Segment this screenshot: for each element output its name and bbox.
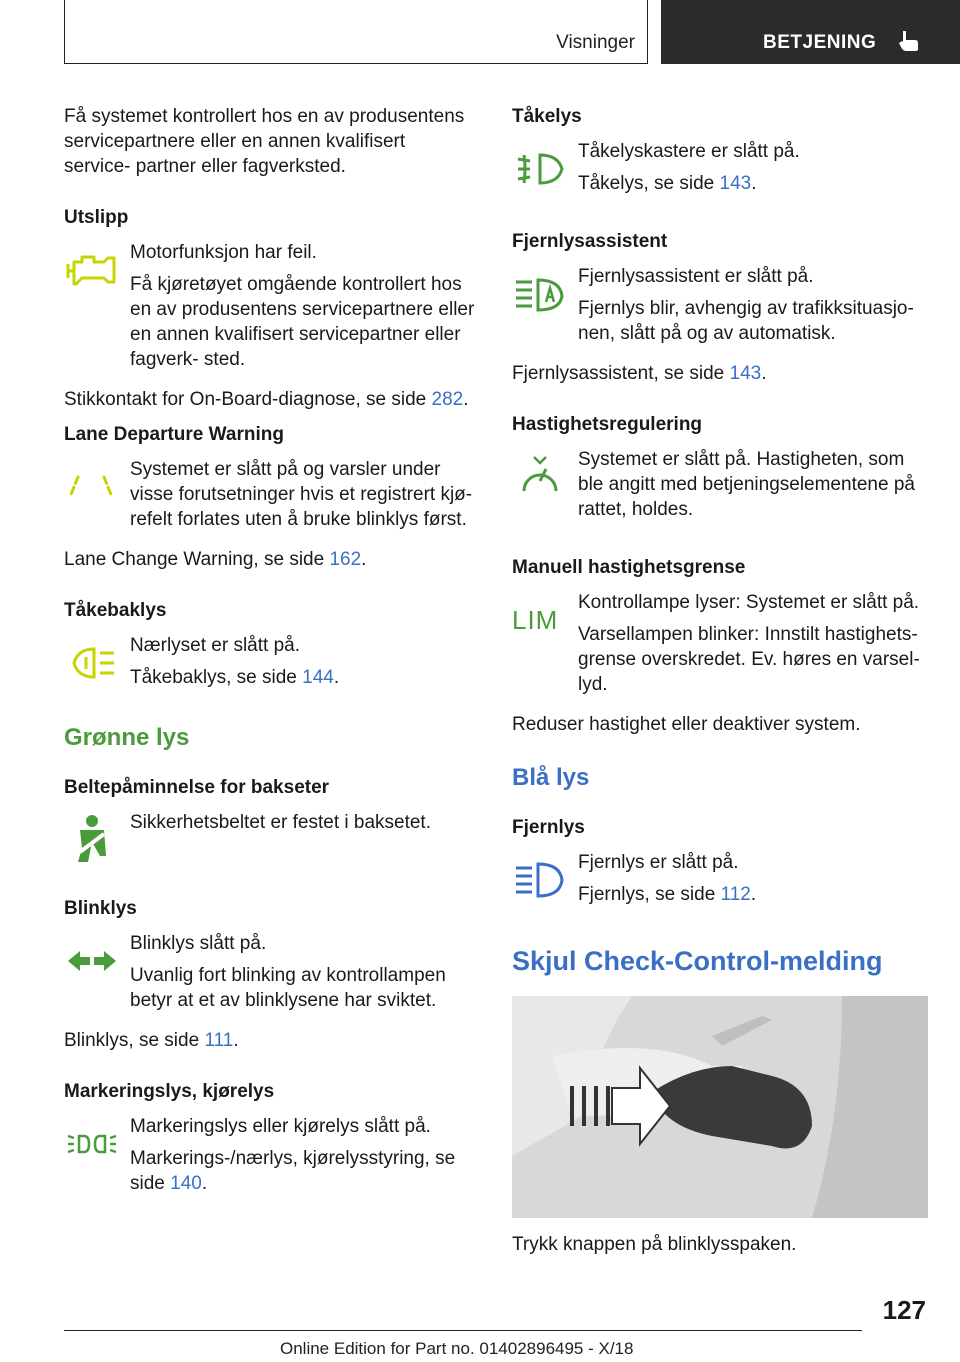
fjernassist-line2: Fjernlys blir, avhengig av trafikksituasjo- nen, slått på og av automatisk. (578, 298, 914, 344)
lim-label: LIM (512, 604, 559, 635)
takebaklys-line1: Nærlyset er slått på. (130, 635, 300, 656)
lane-note: Lane Change Warning, se side 162. (64, 549, 367, 570)
entry-hastighetsregulering (512, 447, 924, 529)
heading-lane-departure: Lane Departure Warning (64, 424, 284, 445)
header-chapter-box (661, 0, 960, 64)
section-blue-lights: Blå lys (512, 764, 590, 791)
entry-blinklys (64, 931, 476, 1020)
heading-manuell-hastighetsgrense: Manuell hastighetsgrense (512, 557, 746, 578)
page-link[interactable]: 112 (720, 884, 751, 905)
entry-beltepaminnelse (64, 810, 476, 870)
heading-markeringslys: Markeringslys, kjørelys (64, 1081, 275, 1102)
entry-utslipp (64, 240, 476, 379)
utslipp-line1: Motorfunksjon har feil. (130, 242, 317, 263)
engine-icon (64, 240, 130, 300)
intro-text: Få systemet kontrollert hos en av produsentens servicepartnere eller en annen kvalifisert service- partner eller fagverksted. (64, 106, 465, 177)
marker-line2: Markerings-/nærlys, kjørelysstyring, se side 140. (130, 1148, 456, 1194)
fjernlys-line2: Fjernlys, se side 112. (578, 884, 757, 905)
heading-hastighetsregulering: Hastighetsregulering (512, 414, 703, 435)
header-section-box (64, 0, 648, 64)
utslipp-note: Stikkontakt for On-Board-diagnose, se side 282. (64, 389, 469, 410)
seatbelt-icon (64, 810, 130, 870)
blinklys-line1: Blinklys slått på. (130, 933, 267, 954)
front-fog-icon (512, 139, 578, 199)
turn-signal-icon (64, 931, 130, 991)
page-link[interactable]: 111 (204, 1030, 234, 1051)
page-link[interactable]: 140 (170, 1173, 202, 1194)
takelys-line1: Tåkelyskastere er slått på. (578, 141, 800, 162)
manuell-note: Reduser hastighet eller deaktiver system. (512, 714, 861, 735)
turn-signal-stalk-photo (512, 996, 928, 1218)
heading-takebaklys: Tåkebaklys (64, 600, 167, 621)
heading-utslipp: Utslipp (64, 207, 129, 228)
entry-manuell-hastighetsgrense (512, 590, 924, 704)
fjernlys-line1: Fjernlys er slått på. (578, 852, 739, 873)
right-column (512, 104, 924, 1257)
marker-line1: Markeringslys eller kjørelys slått på. (130, 1116, 431, 1137)
heading-beltepaminnelse: Beltepåminnelse for bakseter (64, 777, 330, 798)
page-link[interactable]: 282 (431, 389, 464, 410)
takelys-line2: Tåkelys, se side 143. (578, 173, 757, 194)
footer-divider (64, 1330, 862, 1331)
fjernassist-note: Fjernlysassistent, se side 143. (512, 363, 767, 384)
entry-fjernlysassistent (512, 264, 924, 353)
entry-fjernlys (512, 850, 924, 914)
page-number: 127 (882, 1295, 926, 1325)
entry-takelys (512, 139, 924, 203)
lane-line1: Systemet er slått på og varsler under visse forutsetninger hvis et registrert kjø- refelt forlates uten å bruke blinklys først. (130, 459, 473, 530)
blinklys-note: Blinklys, se side 111. (64, 1030, 239, 1051)
left-column (64, 104, 476, 1211)
photo-caption: Trykk knappen på blinklysspaken. (512, 1234, 797, 1255)
parking-light-icon (64, 1114, 130, 1174)
page-link[interactable]: 143 (729, 363, 762, 384)
entry-markeringslys (64, 1114, 476, 1203)
fjernassist-line1: Fjernlysassistent er slått på. (578, 266, 814, 287)
high-beam-assist-icon (512, 264, 578, 324)
page-link[interactable]: 162 (329, 549, 362, 570)
section-green-lights: Grønne lys (64, 724, 190, 751)
lane-departure-icon (64, 457, 130, 517)
heading-fjernlys: Fjernlys (512, 817, 585, 838)
hand-pointer-icon (897, 28, 921, 52)
entry-takebaklys (64, 633, 476, 697)
manuell-line1: Kontrollampe lyser: Systemet er slått på. (578, 592, 920, 613)
speed-limit-icon (512, 590, 578, 650)
heading-fjernlysassistent: Fjernlysassistent (512, 231, 668, 252)
blinklys-line2: Uvanlig fort blinking av kontrollampen betyr at et av blinklysene har sviktet. (130, 965, 446, 1011)
heading-takelys: Tåkelys (512, 106, 582, 127)
page-link[interactable]: 143 (719, 173, 752, 194)
cruise-control-icon (512, 447, 578, 507)
footer-edition: Online Edition for Part no. 01402896495 - X/18 (280, 1339, 634, 1358)
takebaklys-line2: Tåkebaklys, se side 144. (130, 667, 340, 688)
page-link[interactable]: 144 (302, 667, 334, 688)
high-beam-icon (512, 850, 578, 910)
heading-blinklys: Blinklys (64, 898, 137, 919)
header-chapter-title: BETJENING (763, 32, 877, 53)
entry-lane-departure (64, 457, 476, 539)
manuell-line2: Varsellampen blinker: Innstilt hastighets- grense overskredet. Ev. høres en varsel- lyd. (578, 624, 920, 695)
hastighet-line1: Systemet er slått på. Hastigheten, som ble angitt med betjeningselementene på rattet, holdes. (578, 449, 915, 520)
utslipp-line2: Få kjøretøyet omgående kontrollert hos en av produsentens servicepartnere eller en annen kvalifisert servicepartner eller fagverk- sted. (130, 274, 475, 370)
rear-fog-icon (64, 633, 130, 693)
header-section-title: Visninger (556, 32, 635, 53)
chapter-title: Skjul Check-Control-melding (512, 946, 883, 976)
belte-line1: Sikkerhetsbeltet er festet i baksetet. (130, 812, 431, 833)
